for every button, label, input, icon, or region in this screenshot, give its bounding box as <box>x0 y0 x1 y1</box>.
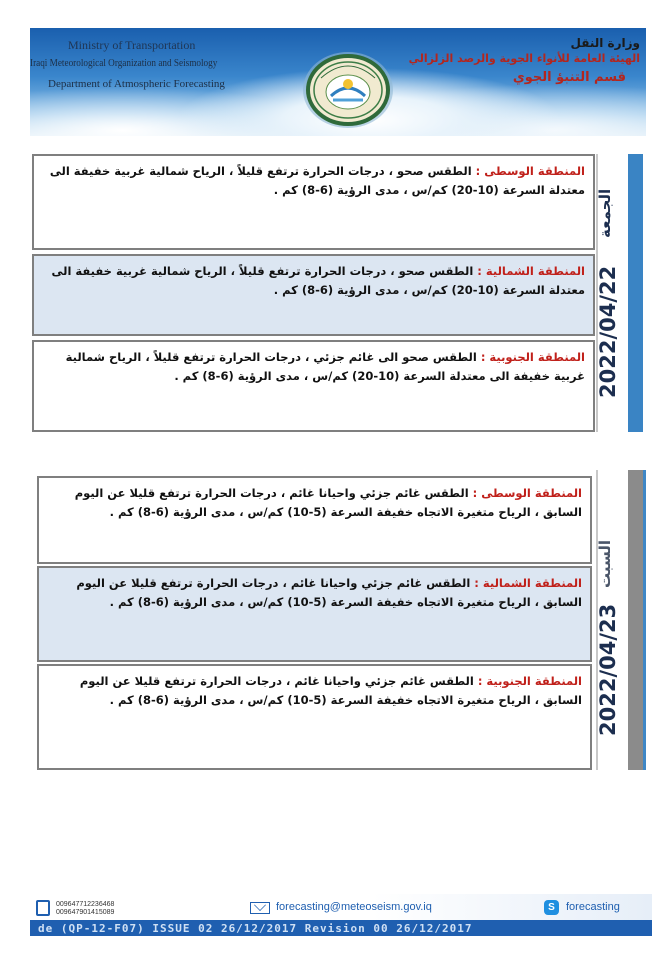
region-label: المنطقة الوسطى : <box>475 164 585 178</box>
document-code: de (QP-12-F07) ISSUE 02 26/12/2017 Revision 00 26/12/2017 <box>38 922 473 935</box>
forecast-date: 2022/04/23 <box>596 603 620 737</box>
forecast-date: 2022/04/22 <box>596 265 620 399</box>
forecast-text: الطقس صحو الى غائم جزئي ، درجات الحرارة ترتفع قليلاً ، الرياح شمالية غربية خفيفة الى معتدلة السرعة (10-20) كم/س ، مدى الرؤية (6-8) كم . <box>65 350 585 383</box>
day-name: السبت <box>596 539 614 588</box>
forecast-text: الطقس صحو ، درجات الحرارة ترتفع قليلاً ، الرياح شمالية غربية خفيفة الى معتدلة السرعة (10-20) كم/س ، مدى الرؤية (6-8) كم . <box>49 164 585 197</box>
ministry-name-en: Ministry of Transportation <box>68 38 196 52</box>
forecast-day2-south <box>37 664 592 770</box>
forecast-text: الطقس غائم جزئي واحيانا غائم ، درجات الحرارة ترتفع قليلا عن اليوم السابق ، الرياح متغيرة الاتجاه خفيفة السرعة (5-10) كم/س ، مدى الرؤية (6-8) كم . <box>76 576 582 609</box>
organization-name-ar: الهيئة العامة للأنواء الجوية والرصد الزلزالي <box>408 52 640 65</box>
organization-name-en: Iraqi Meteorological Organization and Seismology <box>30 58 218 69</box>
forecast-day2-north <box>37 566 592 662</box>
region-label: المنطقة الشمالية : <box>477 264 585 278</box>
phone-numbers <box>56 901 114 917</box>
forecast-text: الطقس غائم جزئي واحيانا غائم ، درجات الحرارة ترتفع قليلا عن اليوم السابق ، الرياح متغيرة الاتجاه خفيفة السرعة (5-10) كم/س ، مدى الرؤية (6-8) كم . <box>79 674 582 707</box>
date-tab-accent <box>628 470 643 770</box>
ministry-name-ar: وزارة النقل <box>570 36 640 50</box>
header-banner <box>30 28 646 136</box>
region-label: المنطقة الجنوبية : <box>477 674 582 688</box>
forecast-day1-north <box>32 254 595 336</box>
forecast-text: الطقس غائم جزئي واحيانا غائم ، درجات الحرارة ترتفع قليلا عن اليوم السابق ، الرياح متغيرة الاتجاه خفيفة السرعة (5-10) كم/س ، مدى الرؤية (6-8) كم . <box>74 486 582 519</box>
footer <box>30 894 652 936</box>
mail-icon <box>250 902 270 914</box>
footer-contact-strip <box>30 894 652 920</box>
department-name-en: Department of Atmospheric Forecasting <box>48 78 225 90</box>
forecast-day1-south <box>32 340 595 432</box>
emblem-logo <box>301 50 395 130</box>
region-label: المنطقة الوسطى : <box>472 486 582 500</box>
phone-number: 009647712236468 <box>56 901 115 908</box>
forecast-day2-central <box>37 476 592 564</box>
day-name: الجمعة <box>596 188 614 238</box>
forecast-day1-central <box>32 154 595 250</box>
skype-icon: S <box>544 900 559 915</box>
phone-icon <box>36 900 50 916</box>
department-name-ar: قسم التنبؤ الجوي <box>512 70 626 85</box>
email-link[interactable]: forecasting@meteoseism.gov.iq <box>276 901 432 913</box>
region-label: المنطقة الجنوبية : <box>480 350 585 364</box>
forecast-text: الطقس صحو ، درجات الحرارة ترتفع قليلاً ، الرياح شمالية غربية خفيفة الى معتدلة السرعة (10-20) كم/س ، مدى الرؤية (6-8) كم . <box>51 264 585 297</box>
date-tab-accent <box>628 154 643 432</box>
phone-number: 009647901415089 <box>56 909 115 916</box>
skype-handle[interactable]: forecasting <box>566 901 620 913</box>
region-label: المنطقة الشمالية : <box>474 576 582 590</box>
